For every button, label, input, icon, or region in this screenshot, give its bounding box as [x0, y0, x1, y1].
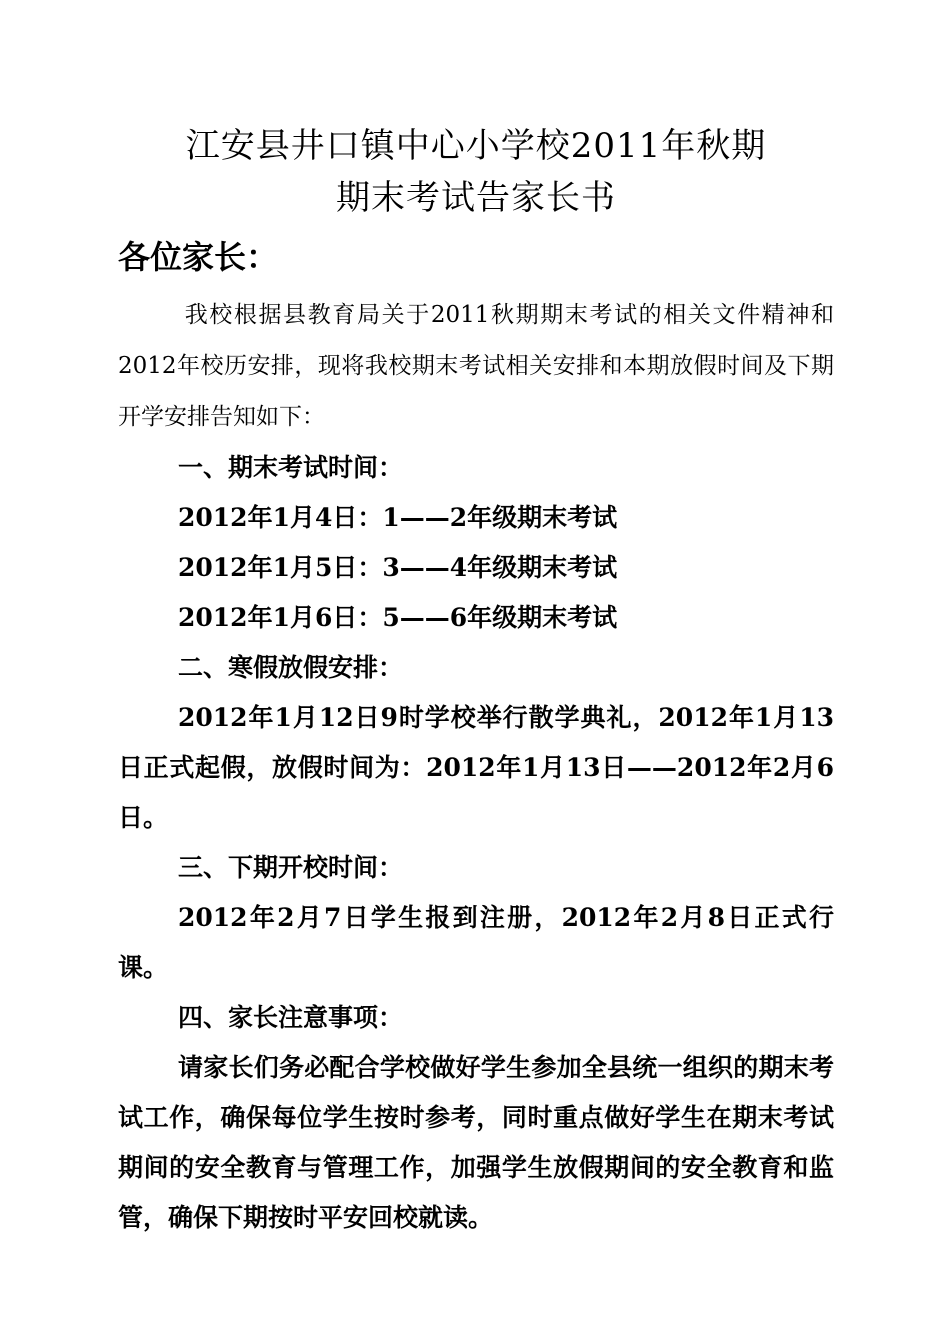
intro-paragraph: 我校根据县教育局关于2011秋期期末考试的相关文件精神和2012年校历安排，现将我校期末考试相关安排和本期放假时间及下期开学安排告知如下： [118, 302, 834, 430]
exam-date-item: 2012年1月4日：1——2年级期末考试 [178, 503, 618, 532]
section-4-body: 请家长们务必配合学校做好学生参加全县统一组织的期末考试工作，确保每位学生按时参考，同时重点做好学生在期末考试期间的安全教育与管理工作，加强学生放假期间的安全教育和监管，确保下期按时平安回校就读。 [118, 1053, 834, 1232]
title-line-2: 期末考试告家长书 [336, 178, 616, 218]
section-1-heading: 一、期末考试时间： [178, 453, 404, 482]
notice-document [118, 120, 834, 1243]
section-3-body: 2012年2月7日学生报到注册，2012年2月8日正式行课。 [118, 903, 834, 982]
section-3-heading: 三、下期开校时间： [178, 853, 404, 882]
section-2-heading: 二、寒假放假安排： [178, 653, 404, 682]
title-line-1: 江安县井口镇中心小学校2011年秋期 [185, 126, 767, 166]
section-2-body: 2012年1月12日9时学校举行散学典礼，2012年1月13日正式起假，放假时间为：2012年1月13日——2012年2月6日。 [118, 703, 834, 832]
exam-date-item: 2012年1月5日：3——4年级期末考试 [178, 553, 618, 582]
greeting: 各位家长： [118, 238, 279, 276]
section-4-heading: 四、家长注意事项： [178, 1003, 404, 1032]
exam-date-item: 2012年1月6日：5——6年级期末考试 [178, 603, 618, 632]
